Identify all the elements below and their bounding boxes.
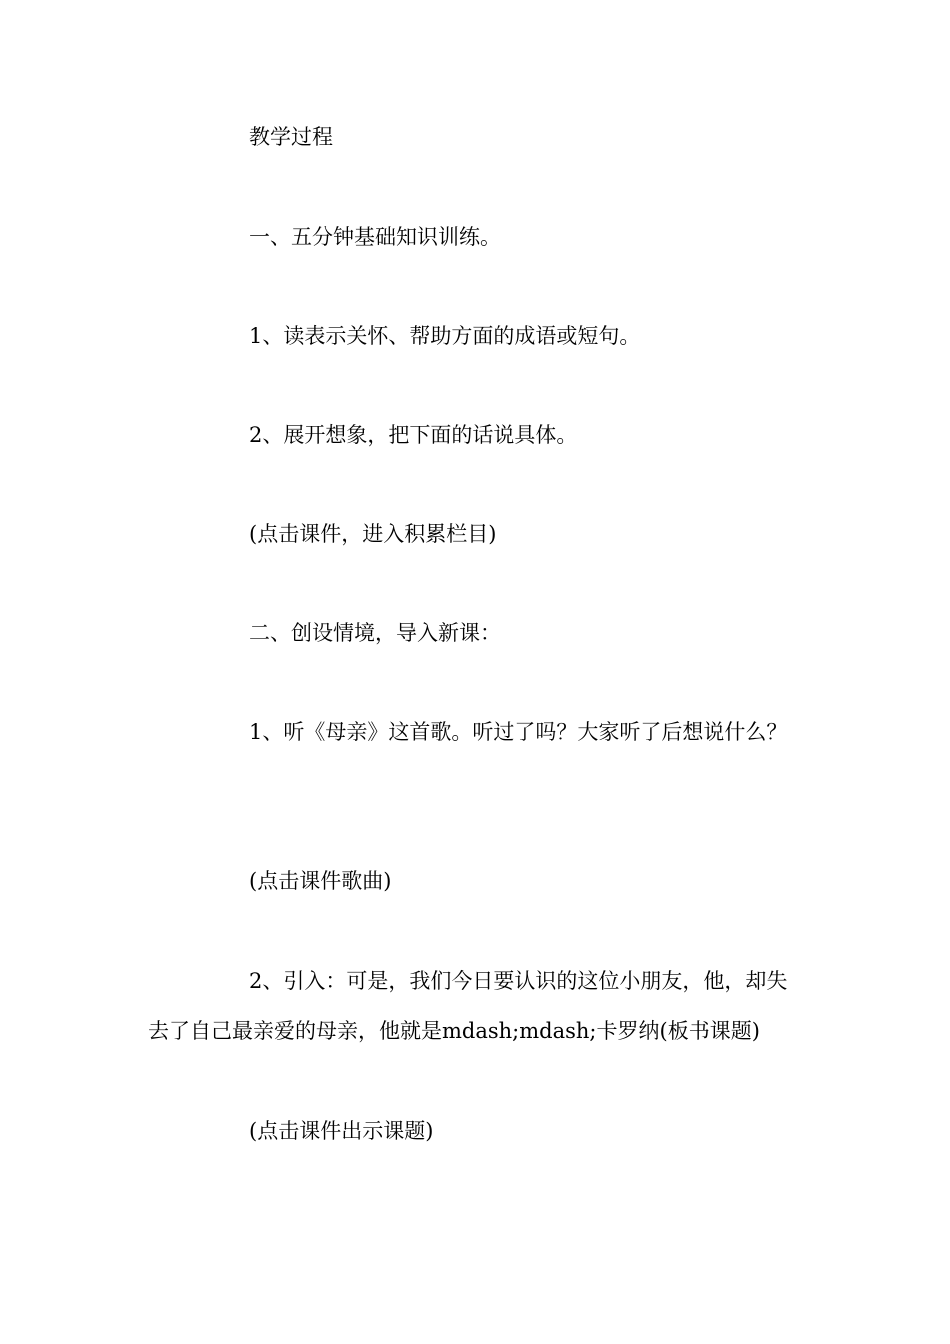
paragraph-item-introduction: 2、引入：可是，我们今日要认识的这位小朋友，他，却失去了自己最亲爱的母亲，他就是mdash;mdash;卡罗纳(板书课题) (148, 969, 788, 1043)
paragraph-item-reading: 1、读表示关怀、帮助方面的成语或短句。 (249, 324, 641, 348)
paragraph-note-courseware-song: (点击课件歌曲) (249, 869, 392, 893)
paragraph-note-courseware-accumulate: (点击课件，进入积累栏目) (249, 522, 497, 546)
paragraph-item-imagination: 2、展开想象，把下面的话说具体。 (249, 423, 578, 447)
paragraph-item-listen-song: 1、听《母亲》这首歌。听过了吗？大家听了后想说什么？ (249, 720, 788, 744)
paragraph-note-courseware-title: (点击课件出示课题) (249, 1119, 434, 1143)
section-heading-scenario: 二、创设情境，导入新课： (249, 621, 501, 645)
section-heading-teaching-process: 教学过程 (249, 125, 333, 149)
section-heading-basic-training: 一、五分钟基础知识训练。 (249, 225, 501, 249)
